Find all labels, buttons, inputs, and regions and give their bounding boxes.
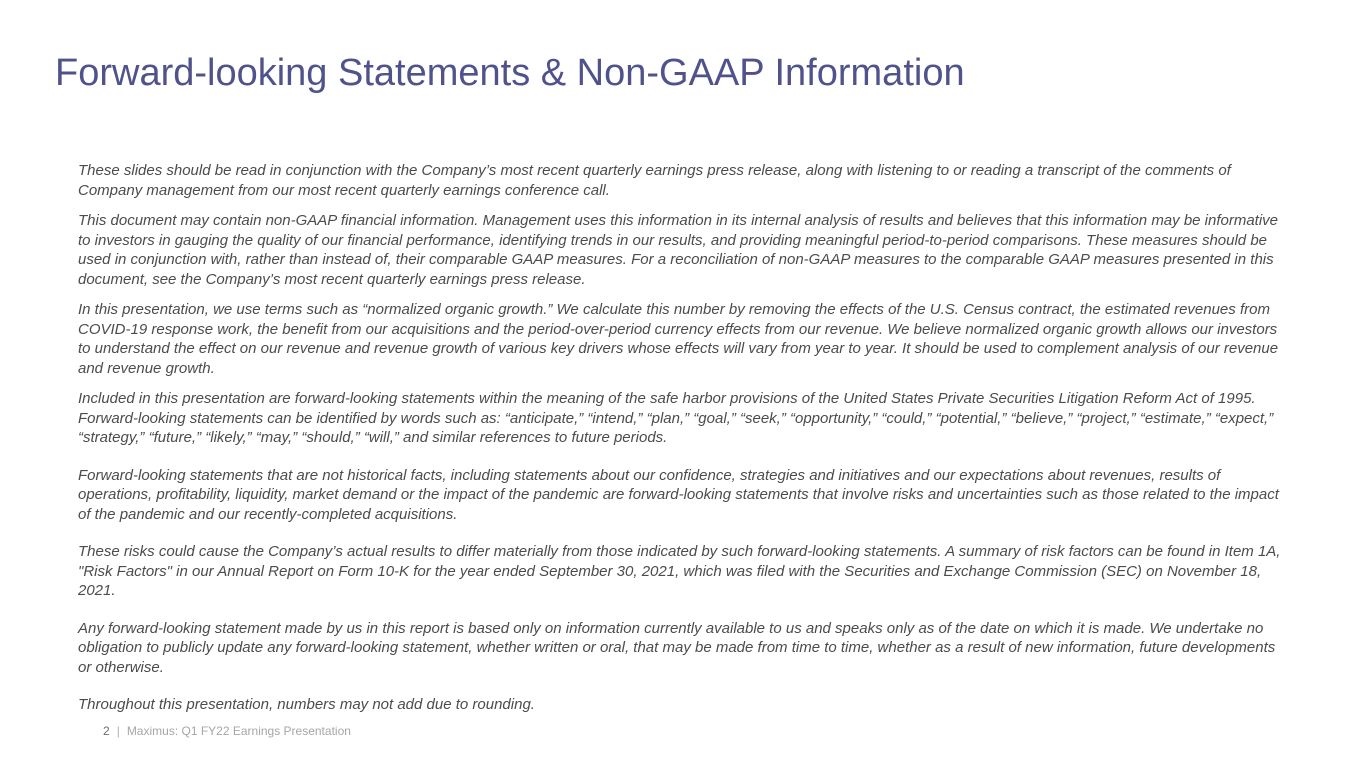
- deck-title: Maximus: Q1 FY22 Earnings Presentation: [126, 724, 351, 738]
- disclaimer-paragraph: Included in this presentation are forward-looking statements within the meaning of the safe harbor provisions of the United States Private Securities Litigation Reform Act of 1995. Forward-looking statements can be identified by words such as: “anticipate,” “intend,” “plan,” “goal,” “seek,” “opportunity,” “could,” “potential,” “believe,” “project,” “estimate,” “expect,” “strategy,” “future,” “likely,” “may,” “should,” “will,” and similar references to future periods.: [78, 390, 1274, 446]
- disclaimer-paragraph: Any forward-looking statement made by us in this report is based only on information currently available to us and speaks only as of the date on which it is made. We undertake no obligation to publicly update any forward-looking statement, whether written or oral, that may be made from time to time, whether as a result of new information, future developments or otherwise.: [78, 619, 1276, 676]
- slide-title: Forward-looking Statements & Non-GAAP Information: [55, 52, 965, 94]
- disclaimer-paragraph: Forward-looking statements that are not historical facts, including statements about our confidence, strategies and initiatives and our expectations about revenues, results of operations, profitability, liquidity, market demand or the impact of the pandemic are forward-looking statements that involve risks and uncertainties such as those related to the impact of the pandemic and our recently-completed acquisitions.: [78, 466, 1279, 523]
- disclaimer-paragraph: Throughout this presentation, numbers may not add due to rounding.: [78, 696, 535, 713]
- disclaimer-paragraph: In this presentation, we use terms such as “normalized organic growth.” We calculate this number by removing the effects of the U.S. Census contract, the estimated revenues from COVID-19 response work, the benefit from our acquisitions and the period-over-period currency effects from our revenue. We believe normalized organic growth allows our investors to understand the effect on our revenue and revenue growth of various key drivers whose effects will vary from year to year. It should be used to complement analysis of our revenue and revenue growth.: [78, 301, 1279, 377]
- footer-separator: |: [116, 724, 120, 738]
- disclaimer-paragraph: These risks could cause the Company’s actual results to differ materially from those indicated by such forward-looking statements. A summary of risk factors can be found in Item 1A, "Risk Factors" in our Annual Report on Form 10-K for the year ended September 30, 2021, which was filed with the Securities and Exchange Commission (SEC) on November 18, 2021.: [78, 543, 1281, 599]
- disclaimer-paragraph: These slides should be read in conjunction with the Company’s most recent quarterly earnings press release, along with listening to or reading a transcript of the comments of Company management from our most recent quarterly earnings conference call.: [78, 162, 1231, 199]
- page-number: 2: [103, 724, 110, 738]
- disclaimer-paragraphs: [78, 161, 1282, 726]
- disclaimer-paragraph: This document may contain non-GAAP financial information. Management uses this information in its internal analysis of results and believes that this information may be informative to investors in gauging the quality of our financial performance, identifying trends in our results, and providing meaningful period-to-period comparisons. These measures should be used in conjunction with, rather than instead of, their comparable GAAP measures. For a reconciliation of non-GAAP measures to the comparable GAAP measures presented in this document, see the Company’s most recent quarterly earnings press release.: [78, 212, 1279, 288]
- slide-footer: [103, 724, 351, 738]
